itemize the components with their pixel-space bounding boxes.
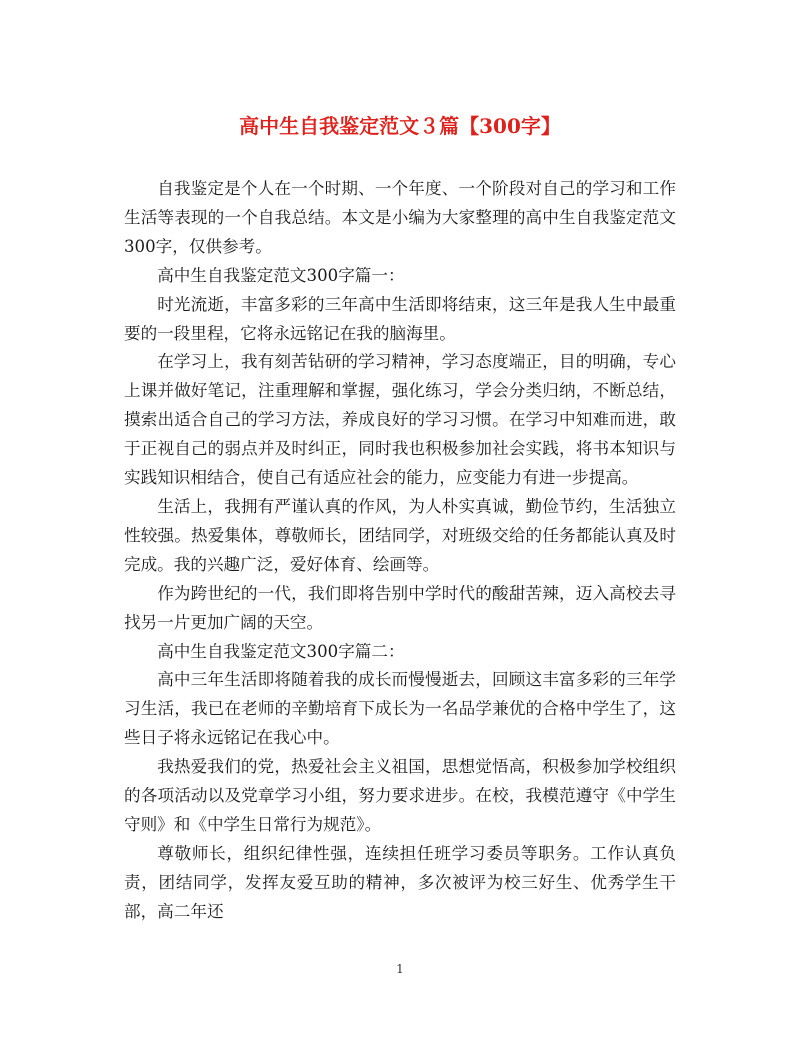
paragraph: 时光流逝，丰富多彩的三年高中生活即将结束，这三年是我人生中最重要的一段里程，它将永远铭记在我的脑海里。 — [124, 294, 676, 343]
paragraph: 在学习上，我有刻苦钻研的学习精神，学习态度端正，目的明确，专心上课并做好笔记，注重理解和掌握，强化练习，学会分类归纳，不断总结，摸索出适合自己的学习方法，养成良好的学习习惯。在学习中知难而进，敢于正视自己的弱点并及时纠正，同时我也积极参加社会实践，将书本知识与实践知识相结合，使自己有适应社会的能力，应变能力有进一步提高。 — [124, 352, 676, 488]
paragraph: 作为跨世纪的一代，我们即将告别中学时代的酸甜苦辣，迈入高校去寻找另一片更加广阔的天空。 — [124, 583, 676, 632]
document-body — [124, 175, 676, 927]
paragraph: 尊敬师长，组织纪律性强，连续担任班学习委员等职务。工作认真负责，团结同学，发挥友爱互助的精神，多次被评为校三好生、优秀学生干部，高二年还 — [124, 843, 676, 921]
paragraph-intro: 自我鉴定是个人在一个时期、一个年度、一个阶段对自己的学习和工作生活等表现的一个自我总结。本文是小编为大家整理的高中生自我鉴定范文300字，仅供参考。 — [124, 179, 676, 256]
paragraph: 我热爱我们的党，热爱社会主义祖国，思想觉悟高，积极参加学校组织的各项活动以及党章学习小组，努力要求进步。在校，我模范遵守《中学生守则》和《中学生日常行为规范》。 — [124, 757, 676, 834]
paragraph: 生活上，我拥有严谨认真的作风，为人朴实真诚，勤俭节约，生活独立性较强。热爱集体，尊敬师长，团结同学，对班级交给的任务都能认真及时完成。我的兴趣广泛，爱好体育、绘画等。 — [124, 496, 676, 574]
section-heading-1: 高中生自我鉴定范文300字篇一： — [157, 265, 405, 285]
section-heading-2: 高中生自我鉴定范文300字篇二： — [157, 641, 405, 661]
document-title: 高中生自我鉴定范文３篇【300字】 — [239, 114, 561, 138]
paragraph: 高中三年生活即将随着我的成长而慢慢逝去，回顾这丰富多彩的三年学习生活，我已在老师的辛勤培育下成长为一名品学兼优的合格中学生了，这些日子将永远铭记在我心中。 — [124, 670, 676, 748]
page-number: 1 — [396, 962, 404, 976]
